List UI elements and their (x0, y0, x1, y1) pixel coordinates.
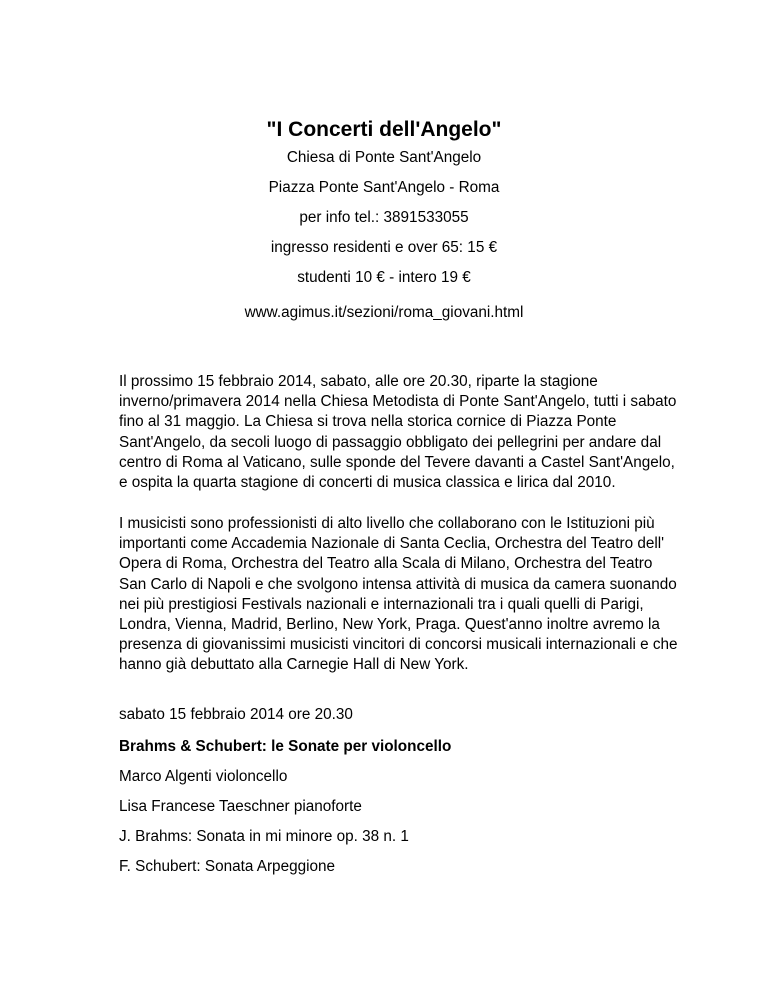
price-residents: ingresso residenti e over 65: 15 € (270, 239, 498, 256)
intro-paragraph: Il prossimo 15 febbraio 2014, sabato, alle ore 20.30, riparte la stagione inverno/primavera 2014 nella Chiesa Metodista di Ponte Sant'Angelo, tutti i sabato fino al 31 maggio. La Chiesa si trova nella storica cornice di Piazza Ponte Sant'Angelo, da secoli luogo di passaggio obbligato dei pellegrini per andare dal centro di Roma al Vaticano, sulle sponde del Tevere davanti a Castel Sant'Angelo, e ospita la quarta stagione di concerti di musica classica e lirica dal 2010. (119, 373, 677, 492)
info-phone: per info tel.: 3891533055 (299, 209, 469, 226)
concert-series-title: "I Concerti dell'Angelo" (266, 118, 502, 141)
venue-name: Chiesa di Ponte Sant'Angelo (286, 149, 482, 166)
website-url: www.agimus.it/sezioni/roma_giovani.html (244, 304, 524, 321)
program-item-brahms: J. Brahms: Sonata in mi minore op. 38 n. 1 (119, 828, 409, 845)
program-item-schubert: F. Schubert: Sonata Arpeggione (119, 858, 336, 875)
musicians-paragraph: I musicisti sono professionisti di alto livello che collaborano con le Istituzioni più importanti come Accademia Nazionale di Santa Ceclia, Orchestra del Teatro dell' Opera di Roma, Orchestra del Teatro alla Scala di Milano, Orchestra del Teatro San Carlo di Napoli e che svolgono intensa attività di musica da camera suonando nei più prestigiosi Festivals nazionali e internazionali tra i quali quelli di Parigi, Londra, Vienna, Madrid, Berlino, New York, Praga. Quest'anno inoltre avremo la presenza di giovanissimi musicisti vincitori di concorsi musicali internazionali e che hanno già debuttato alla Carnegie Hall di New York. (119, 515, 678, 674)
performer-cello: Marco Algenti violoncello (119, 768, 288, 785)
event-date: sabato 15 febbraio 2014 ore 20.30 (119, 706, 353, 723)
price-students: studenti 10 € - intero 19 € (297, 269, 471, 286)
venue-address: Piazza Ponte Sant'Angelo - Roma (268, 179, 500, 196)
performer-piano: Lisa Francese Taeschner pianoforte (119, 798, 362, 815)
event-title: Brahms & Schubert: le Sonate per violoncello (119, 738, 452, 755)
